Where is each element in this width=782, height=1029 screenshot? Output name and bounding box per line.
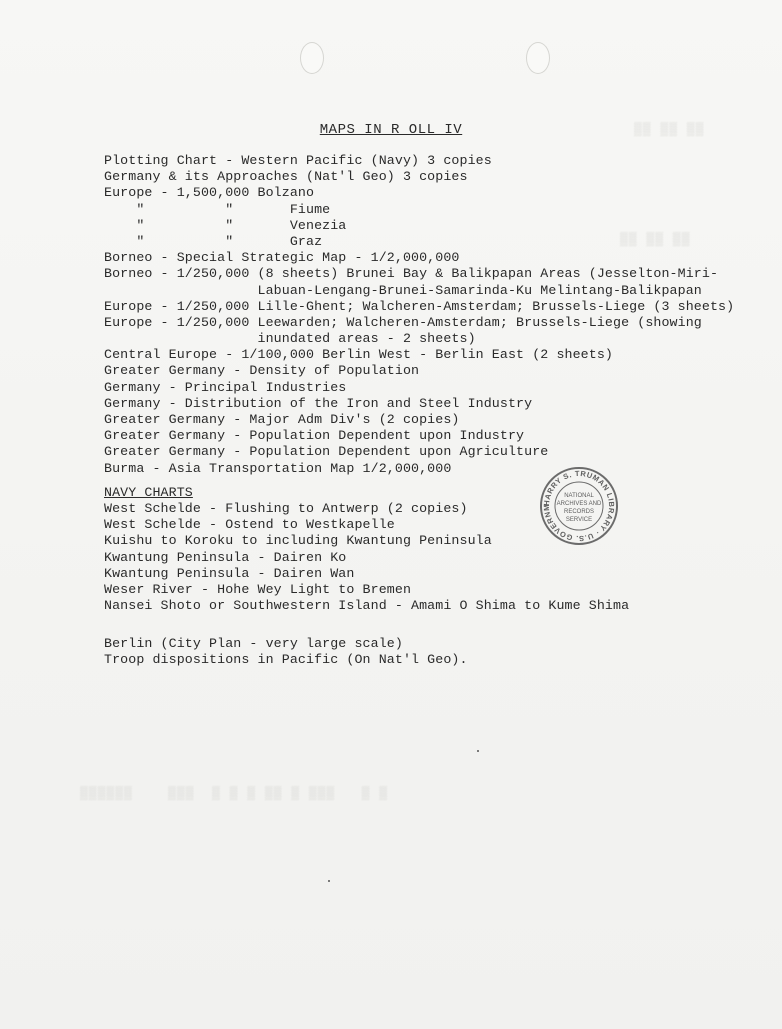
map-entry: " " Fiume bbox=[104, 201, 331, 217]
map-entry: Germany - Principal Industries bbox=[104, 379, 347, 395]
map-entry: Greater Germany - Population Dependent upon Industry bbox=[104, 428, 525, 444]
navy-chart-entry: Kwantung Peninsula - Dairen Ko bbox=[104, 549, 347, 565]
punch-holes bbox=[0, 42, 782, 82]
navy-chart-entry: West Schelde - Ostend to Westkapelle bbox=[104, 517, 395, 533]
navy-chart-entry: Weser River - Hohe Wey Light to Bremen bbox=[104, 581, 412, 597]
archives-stamp bbox=[539, 466, 619, 546]
bleed-through-mark: ▒▒▒▒▒▒ ▒▒▒ ▒ ▒ ▒ ▒▒ ▒ ▒▒▒ ▒ ▒ bbox=[80, 786, 389, 801]
map-entry: Burma - Asia Transportation Map 1/2,000,000 bbox=[104, 460, 452, 476]
navy-chart-entry: West Schelde - Flushing to Antwerp (2 copies) bbox=[104, 500, 468, 516]
bleed-through-mark: ▒▒ ▒▒ ▒▒ bbox=[620, 232, 691, 247]
content-body bbox=[104, 153, 764, 669]
other-entry: Berlin (City Plan - very large scale) bbox=[104, 636, 403, 652]
map-entry: Europe - 1,500,000 Bolzano bbox=[104, 185, 315, 201]
other-entry: Troop dispositions in Pacific (On Nat'l Geo). bbox=[104, 652, 468, 668]
navy-charts-heading: NAVY CHARTS bbox=[104, 484, 193, 500]
stamp-line: RECORDS bbox=[563, 509, 595, 515]
stamp-line: SERVICE bbox=[565, 517, 593, 523]
speck bbox=[477, 750, 479, 752]
map-entry: Greater Germany - Major Adm Div's (2 copies) bbox=[104, 412, 460, 427]
map-entry: Europe - 1/250,000 Leewarden; Walcheren-Amsterdam; Brussels-Liege (showing bbox=[104, 314, 702, 330]
speck bbox=[328, 880, 330, 882]
map-entry: Borneo - Special Strategic Map - 1/2,000,000 bbox=[104, 250, 460, 266]
punch-hole bbox=[300, 42, 324, 74]
navy-chart-list bbox=[104, 501, 764, 614]
map-list bbox=[104, 153, 764, 477]
map-entry: Greater Germany - Density of Population bbox=[104, 363, 420, 379]
page-title: MAPS IN R OLL IV bbox=[319, 122, 463, 138]
stamp-line: ARCHIVES AND bbox=[556, 501, 602, 507]
stamp-line: NATIONAL bbox=[564, 493, 594, 499]
other-list bbox=[104, 636, 764, 668]
map-entry: inundated areas - 2 sheets) bbox=[104, 331, 476, 347]
map-entry: Plotting Chart - Western Pacific (Navy) 3 copies bbox=[104, 153, 492, 168]
navy-chart-entry: Kuishu to Koroku to including Kwantung Peninsula bbox=[104, 533, 492, 549]
map-entry: Borneo - 1/250,000 (8 sheets) Brunei Bay & Balikpapan Areas (Jesselton-Miri- bbox=[104, 266, 719, 282]
map-entry: Germany - Distribution of the Iron and Steel Industry bbox=[104, 395, 533, 411]
map-entry: Germany & its Approaches (Nat'l Geo) 3 copies bbox=[104, 169, 468, 185]
stamp-ring-text: HARRY S. TRUMAN LIBRARY · U.S. GOVERNM bbox=[541, 468, 617, 544]
bleed-through-mark: ▒▒ ▒▒ ▒▒ bbox=[634, 122, 705, 137]
map-entry: Greater Germany - Population Dependent upon Agriculture bbox=[104, 444, 549, 460]
map-entry: " " Graz bbox=[104, 233, 323, 249]
navy-chart-entry: Kwantung Peninsula - Dairen Wan bbox=[104, 565, 355, 581]
map-entry: Labuan-Lengang-Brunei-Samarinda-Ku Melintang-Balikpapan bbox=[104, 282, 702, 298]
navy-chart-entry: Nansei Shoto or Southwestern Island - Amami O Shima to Kume Shima bbox=[104, 598, 630, 614]
map-entry: Europe - 1/250,000 Lille-Ghent; Walcheren-Amsterdam; Brussels-Liege (3 sheets) bbox=[104, 298, 735, 314]
punch-hole bbox=[526, 42, 550, 74]
map-entry: " " Venezia bbox=[104, 217, 347, 233]
map-entry: Central Europe - 1/100,000 Berlin West - Berlin East (2 sheets) bbox=[104, 347, 614, 363]
